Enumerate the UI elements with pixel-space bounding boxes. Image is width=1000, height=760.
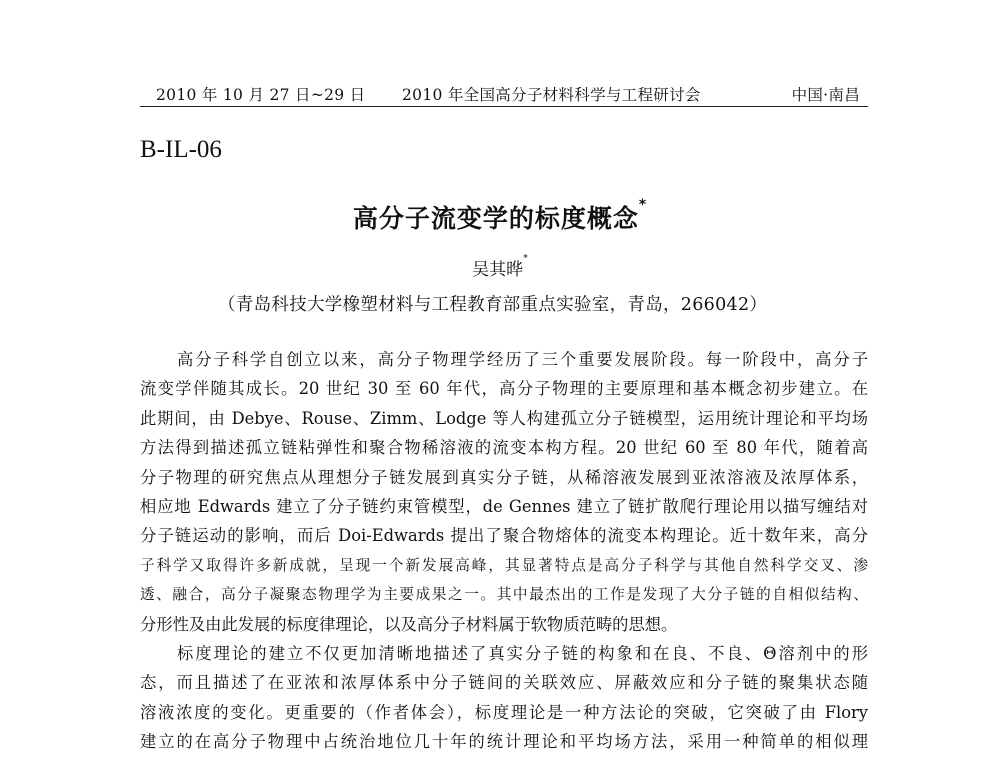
body-line: 透、融合，高分子凝聚态物理学为主要成果之一。其中最杰出的工作是发现了大分子链的自相似结构、 [140,586,868,604]
body-line: 流变学伴随其成长。20 世纪 30 至 60 年代，高分子物理的主要原理和基本概念初步建立。在 [140,379,868,399]
paper-title [0,199,1000,235]
body-text [140,345,868,756]
author [0,255,1000,280]
body-line: 建立的在高分子物理中占统治地位几十年的统计理论和平均场方法，采用一种简单的相似理 [140,732,868,752]
body-line: 子科学又取得许多新成就，呈现一个新发展高峰，其显著特点是高分子科学与其他自然科学交叉、渗 [140,556,868,574]
author-name: 吴其晔 [472,260,524,280]
affiliation: （青岛科技大学橡塑材料与工程教育部重点实验室，青岛，266042） [218,295,768,315]
header-date: 2010 年 10 月 27 日~29 日 [156,86,366,104]
title-text: 高分子流变学的标度概念 [352,204,639,233]
body-line: 分子链运动的影响，而后 Doi-Edwards 提出了聚合物熔体的流变本构理论。近十数年来，高分 [140,526,868,546]
body-line: 分形性及由此发展的标度律理论，以及高分子材料属于软物质范畴的思想。 [140,614,678,634]
header-conference: 2010 年全国高分子材料科学与工程研讨会 [402,86,701,104]
body-line: 此期间，由 Debye、Rouse、Zimm、Lodge 等人构建孤立分子链模型，运用统计理论和平均场 [140,408,868,428]
body-line: 高分子科学自创立以来，高分子物理学经历了三个重要发展阶段。每一阶段中，高分子 [177,350,868,369]
running-header [140,80,868,107]
body-line: 溶液浓度的变化。更重要的（作者体会），标度理论是一种方法论的突破，它突破了由 Flory [140,702,868,722]
body-line: 态，而且描述了在亚浓和浓厚体系中分子链间的关联效应、屏蔽效应和分子链的聚集状态随 [140,673,868,693]
author-footnote-mark: * [523,253,528,264]
paper-code: B-IL-06 [140,136,222,163]
body-line: 分子物理的研究焦点从理想分子链发展到真实分子链，从稀溶液发展到亚浓溶液及浓厚体系， [140,467,868,487]
body-line: 方法得到描述孤立链粘弹性和聚合物稀溶液的流变本构方程。20 世纪 60 至 80 年代，随着高 [140,438,868,458]
title-footnote-mark: * [638,197,648,213]
body-line: 相应地 Edwards 建立了分子链约束管模型，de Gennes 建立了链扩散爬行理论用以描写缠结对 [140,496,868,516]
body-line: 标度理论的建立不仅更加清晰地描述了真实分子链的构象和在良、不良、Θ溶剂中的形 [177,643,868,663]
header-location: 中国·南昌 [791,86,860,104]
